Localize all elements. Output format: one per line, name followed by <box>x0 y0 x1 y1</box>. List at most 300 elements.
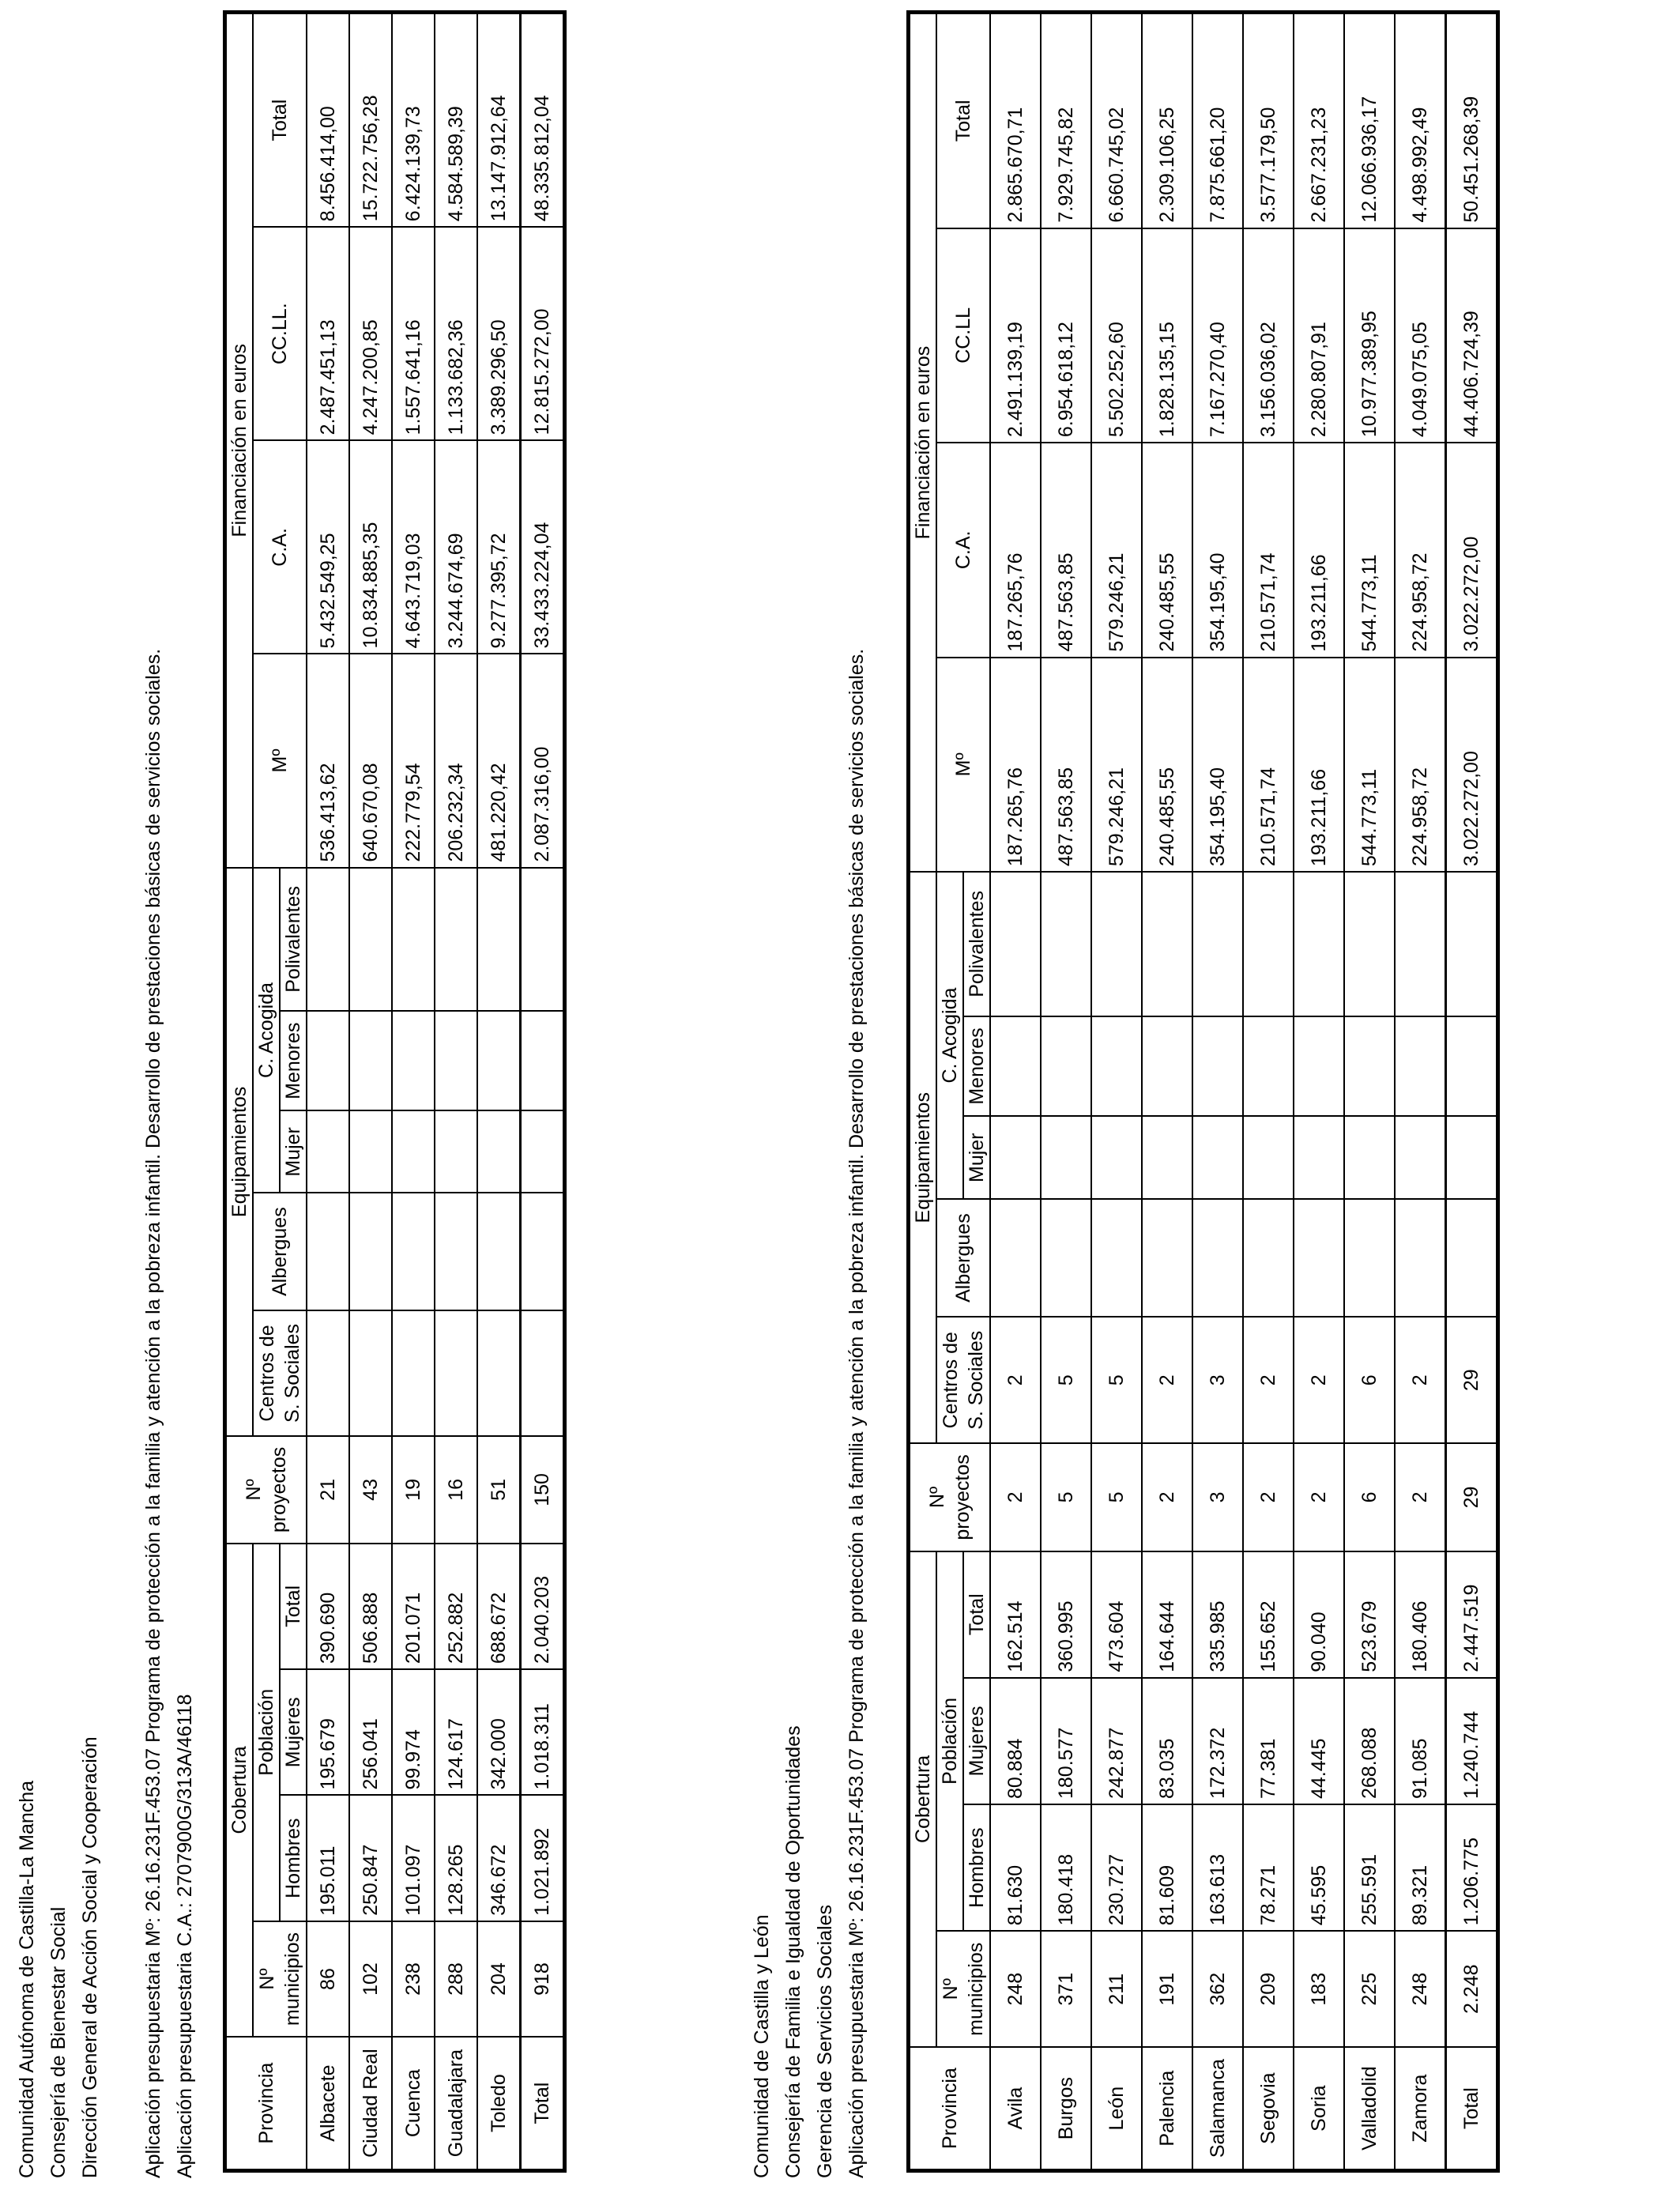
header-row <box>226 13 253 2169</box>
cell-mujer <box>1091 1116 1142 1199</box>
cell-ccll: 2.280.807,91 <box>1294 228 1344 443</box>
header-label-line: Nº <box>256 1968 278 1990</box>
cell-mujeres: 342.000 <box>477 1669 521 1795</box>
cell-menores <box>349 1011 392 1110</box>
cell-total-proyectos: 150 <box>521 1436 564 1543</box>
cell-albergues <box>307 1193 349 1310</box>
cell-proyectos: 2 <box>1395 1443 1446 1551</box>
table-row <box>477 13 521 2169</box>
cell-albergues <box>1041 1199 1091 1317</box>
cell-ca: 187.265,76 <box>990 443 1041 658</box>
cell-centros: 2 <box>990 1317 1041 1443</box>
cell-municipios: 183 <box>1294 1931 1344 2047</box>
cell-centros: 2 <box>1395 1317 1446 1443</box>
cell-menores <box>1294 1016 1344 1117</box>
cell-mujeres: 195.679 <box>307 1669 349 1795</box>
table-row <box>1344 13 1395 2169</box>
cell-polivalentes <box>990 872 1041 1016</box>
cell-albergues <box>1243 1199 1294 1317</box>
col-cobertura-header: Cobertura <box>226 1544 253 2038</box>
cell-fin_total: 2.667.231,23 <box>1294 13 1344 228</box>
header-label-line: proyectos <box>268 1446 290 1533</box>
col-menores-header: Menores <box>280 1011 307 1110</box>
cell-total-mo: 2.087.316,00 <box>521 654 564 867</box>
cell-hombres: 250.847 <box>349 1796 392 1921</box>
cell-total-total: 2.040.203 <box>521 1544 564 1669</box>
cell-ccll: 4.247.200,85 <box>349 227 392 440</box>
col-equipamientos-header: Equipamientos <box>910 872 936 1443</box>
cell-total: 335.985 <box>1192 1551 1243 1678</box>
cell-municipios: 86 <box>307 1921 349 2037</box>
cell-total-mujeres: 1.018.311 <box>521 1669 564 1795</box>
cell-mujeres: 44.445 <box>1294 1678 1344 1804</box>
cell-ca: 354.195,40 <box>1192 443 1243 658</box>
cell-total-mo: 3.022.272,00 <box>1446 658 1497 873</box>
cell-menores <box>307 1011 349 1110</box>
cell-fin_total: 6.424.139,73 <box>392 13 435 227</box>
cell-total-polivalentes <box>521 868 564 1012</box>
cell-ccll: 6.954.618,12 <box>1041 228 1091 443</box>
cell-total: 523.679 <box>1344 1551 1395 1678</box>
cell-provincia: Valladolid <box>1344 2047 1395 2169</box>
cell-menores <box>1041 1016 1091 1117</box>
col-ca-header: C.A. <box>253 440 307 654</box>
cell-total: 164.644 <box>1142 1551 1192 1678</box>
cell-mujer <box>307 1110 349 1193</box>
total-row <box>1446 13 1497 2169</box>
col-hombres-header: Hombres <box>280 1796 307 1921</box>
cell-mujer <box>392 1110 435 1193</box>
cell-ca: 487.563,85 <box>1041 443 1091 658</box>
col-centros-header <box>936 1317 990 1443</box>
cell-mujer <box>1142 1116 1192 1199</box>
cell-ccll: 2.491.139,19 <box>990 228 1041 443</box>
cell-total-mujeres: 1.240.744 <box>1446 1678 1497 1804</box>
cell-municipios: 371 <box>1041 1931 1091 2047</box>
col-acogida-header: C. Acogida <box>253 868 280 1193</box>
cell-mujer <box>1041 1116 1091 1199</box>
cell-mujer <box>1395 1116 1446 1199</box>
cell-proyectos: 19 <box>392 1436 435 1543</box>
cell-municipios: 238 <box>392 1921 435 2037</box>
cell-provincia: Ciudad Real <box>349 2037 392 2169</box>
cell-centros: 2 <box>1243 1317 1294 1443</box>
cell-mo: 240.485,55 <box>1142 658 1192 873</box>
cell-ccll: 1.557.641,16 <box>392 227 435 440</box>
cell-menores <box>1091 1016 1142 1117</box>
section2-table <box>909 13 1497 2170</box>
cell-ccll: 7.167.270,40 <box>1192 228 1243 443</box>
cell-mujeres: 99.974 <box>392 1669 435 1795</box>
header-label-line: Centros de <box>256 1325 278 1422</box>
cell-albergues <box>1395 1199 1446 1317</box>
header-row <box>936 13 963 2169</box>
header-line: Comunidad Autónoma de Castilla-La Mancha <box>16 1780 38 2178</box>
cell-mujer <box>477 1110 521 1193</box>
col-mujer-header: Mujer <box>280 1110 307 1193</box>
cell-provincia: Guadalajara <box>435 2037 477 2169</box>
cell-total-ca: 3.022.272,00 <box>1446 443 1497 658</box>
cell-centros: 2 <box>1142 1317 1192 1443</box>
cell-fin_total: 13.147.912,64 <box>477 13 521 227</box>
cell-menores <box>435 1011 477 1110</box>
cell-proyectos: 51 <box>477 1436 521 1543</box>
col-fin-total-header: Total <box>936 13 990 228</box>
cell-proyectos: 43 <box>349 1436 392 1543</box>
cell-centros <box>477 1310 521 1436</box>
cell-mujer <box>1344 1116 1395 1199</box>
table-row <box>1142 13 1192 2169</box>
total-row <box>521 13 564 2169</box>
cell-mo: 206.232,34 <box>435 654 477 867</box>
header-line: Consejería de Bienestar Social <box>47 1906 70 2178</box>
col-albergues-header: Albergues <box>936 1199 990 1317</box>
cell-mujeres: 91.085 <box>1395 1678 1446 1804</box>
col-centros-header <box>253 1310 307 1436</box>
cell-total-mujer <box>521 1110 564 1193</box>
cell-total-hombres: 1.021.892 <box>521 1796 564 1921</box>
cell-centros: 5 <box>1041 1317 1091 1443</box>
cell-total-ccll: 12.815.272,00 <box>521 227 564 440</box>
header-line: Gerencia de Servicios Sociales <box>814 1905 836 2178</box>
cell-total: 201.071 <box>392 1544 435 1669</box>
cell-albergues <box>349 1193 392 1310</box>
cell-provincia: Avila <box>990 2047 1041 2169</box>
cell-mo: 222.779,54 <box>392 654 435 867</box>
cell-menores <box>1142 1016 1192 1117</box>
cell-municipios: 362 <box>1192 1931 1243 2047</box>
cell-municipios: 288 <box>435 1921 477 2037</box>
header-row <box>253 13 280 2169</box>
cell-polivalentes <box>1243 872 1294 1016</box>
cell-albergues <box>392 1193 435 1310</box>
cell-polivalentes <box>392 868 435 1012</box>
cell-hombres: 163.613 <box>1192 1804 1243 1931</box>
col-proyectos-header <box>226 1436 307 1543</box>
cell-proyectos: 3 <box>1192 1443 1243 1551</box>
table-row <box>1294 13 1344 2169</box>
cell-mujer <box>435 1110 477 1193</box>
col-ca-header: C.A. <box>936 443 990 658</box>
cell-albergues <box>435 1193 477 1310</box>
cell-hombres: 346.672 <box>477 1796 521 1921</box>
col-mo-header: Mº <box>253 654 307 867</box>
cell-ca: 544.773,11 <box>1344 443 1395 658</box>
cell-municipios: 204 <box>477 1921 521 2037</box>
cell-albergues <box>1192 1199 1243 1317</box>
cell-hombres: 81.609 <box>1142 1804 1192 1931</box>
cell-menores <box>1344 1016 1395 1117</box>
cell-albergues <box>477 1193 521 1310</box>
cell-ca: 224.958,72 <box>1395 443 1446 658</box>
col-total-header: Total <box>280 1544 307 1669</box>
cell-hombres: 230.727 <box>1091 1804 1142 1931</box>
col-financiacion-header: Financiación en euros <box>226 13 253 868</box>
cell-ccll: 10.977.389,95 <box>1344 228 1395 443</box>
header-label-line: S. Sociales <box>281 1323 303 1423</box>
header-row <box>910 13 936 2169</box>
cell-mo: 640.670,08 <box>349 654 392 867</box>
header-label-line: Nº <box>940 1978 962 2000</box>
cell-ca: 240.485,55 <box>1142 443 1192 658</box>
cell-proyectos: 5 <box>1041 1443 1091 1551</box>
cell-mujer <box>1294 1116 1344 1199</box>
cell-ca: 9.277.395,72 <box>477 440 521 654</box>
cell-total: 252.882 <box>435 1544 477 1669</box>
cell-total-polivalentes <box>1446 872 1497 1016</box>
header-line: Aplicación presupuestaria Mº: 26.16.231F.453.07 Programa de protección a la familia y atención a la pobreza infantil. Desarrollo de prestaciones básicas de servicios sociales. <box>846 648 868 2178</box>
cell-polivalentes <box>1041 872 1091 1016</box>
cell-proyectos: 2 <box>1142 1443 1192 1551</box>
cell-mo: 579.246,21 <box>1091 658 1142 873</box>
cell-fin_total: 12.066.936,17 <box>1344 13 1395 228</box>
table-row <box>990 13 1041 2169</box>
cell-fin_total: 7.929.745,82 <box>1041 13 1091 228</box>
header-line: Aplicación presupuestaria Mº: 26.16.231F.453.07 Programa de protección a la familia y atención a la pobreza infantil. Desarrollo de prestaciones básicas de servicios sociales. <box>142 648 164 2178</box>
cell-total: 90.040 <box>1294 1551 1344 1678</box>
cell-ca: 4.643.719,03 <box>392 440 435 654</box>
cell-municipios: 191 <box>1142 1931 1192 2047</box>
cell-polivalentes <box>477 868 521 1012</box>
cell-centros <box>392 1310 435 1436</box>
cell-menores <box>392 1011 435 1110</box>
header-line: Consejería de Familia e Igualdad de Oportunidades <box>782 1725 804 2178</box>
cell-mo: 481.220,42 <box>477 654 521 867</box>
header-line <box>106 649 137 2178</box>
cell-proyectos: 16 <box>435 1436 477 1543</box>
section1-table <box>225 13 564 2170</box>
cell-mo: 544.773,11 <box>1344 658 1395 873</box>
cell-fin_total: 7.875.661,20 <box>1192 13 1243 228</box>
cell-provincia: Cuenca <box>392 2037 435 2169</box>
cell-total: 360.995 <box>1041 1551 1091 1678</box>
col-mujer-header: Mujer <box>963 1116 990 1199</box>
cell-total: 688.672 <box>477 1544 521 1669</box>
table-row <box>1192 13 1243 2169</box>
header-line: Aplicación presupuestaria C.A.: 2707900G/313A/46118 <box>174 1694 196 2178</box>
col-fin-total-header: Total <box>253 13 307 227</box>
cell-polivalentes <box>1344 872 1395 1016</box>
cell-municipios: 211 <box>1091 1931 1142 2047</box>
cell-mujer <box>1243 1116 1294 1199</box>
cell-hombres: 180.418 <box>1041 1804 1091 1931</box>
cell-centros: 5 <box>1091 1317 1142 1443</box>
cell-ccll: 1.828.135,15 <box>1142 228 1192 443</box>
cell-albergues <box>1091 1199 1142 1317</box>
cell-menores <box>477 1011 521 1110</box>
table-row <box>349 13 392 2169</box>
cell-proyectos: 6 <box>1344 1443 1395 1551</box>
cell-total-menores <box>521 1011 564 1110</box>
table-row <box>1041 13 1091 2169</box>
cell-mujeres: 242.877 <box>1091 1678 1142 1804</box>
cell-mo: 210.571,74 <box>1243 658 1294 873</box>
cell-fin_total: 3.577.179,50 <box>1243 13 1294 228</box>
cell-hombres: 101.097 <box>392 1796 435 1921</box>
cell-total: 506.888 <box>349 1544 392 1669</box>
section2-header <box>746 649 872 2178</box>
table-row <box>307 13 349 2169</box>
cell-centros: 3 <box>1192 1317 1243 1443</box>
cell-provincia: Zamora <box>1395 2047 1446 2169</box>
cell-municipios: 225 <box>1344 1931 1395 2047</box>
col-ccll-header: CC.LL <box>936 228 990 443</box>
cell-mo: 487.563,85 <box>1041 658 1091 873</box>
col-hombres-header: Hombres <box>963 1804 990 1931</box>
cell-provincia: Segovia <box>1243 2047 1294 2169</box>
cell-mujeres: 80.884 <box>990 1678 1041 1804</box>
cell-albergues <box>990 1199 1041 1317</box>
col-municipios-header <box>936 1931 990 2047</box>
cell-proyectos: 2 <box>990 1443 1041 1551</box>
cell-centros: 6 <box>1344 1317 1395 1443</box>
cell-total: 155.652 <box>1243 1551 1294 1678</box>
cell-mo: 224.958,72 <box>1395 658 1446 873</box>
cell-albergues <box>1344 1199 1395 1317</box>
cell-municipios: 248 <box>990 1931 1041 2047</box>
cell-hombres: 255.591 <box>1344 1804 1395 1931</box>
cell-total: 473.604 <box>1091 1551 1142 1678</box>
cell-total: 390.690 <box>307 1544 349 1669</box>
cell-proyectos: 21 <box>307 1436 349 1543</box>
cell-ccll: 1.133.682,36 <box>435 227 477 440</box>
col-polivalentes-header: Polivalentes <box>280 868 307 1012</box>
table-row <box>1395 13 1446 2169</box>
cell-ca: 10.834.885,35 <box>349 440 392 654</box>
cell-mujeres: 268.088 <box>1344 1678 1395 1804</box>
cell-provincia: Palencia <box>1142 2047 1192 2169</box>
cell-mujeres: 256.041 <box>349 1669 392 1795</box>
cell-mujeres: 124.617 <box>435 1669 477 1795</box>
cell-hombres: 78.271 <box>1243 1804 1294 1931</box>
header-line: Dirección General de Acción Social y Cooperación <box>79 1736 101 2178</box>
col-ccll-header: CC.LL. <box>253 227 307 440</box>
col-mujeres-header: Mujeres <box>963 1678 990 1804</box>
cell-provincia: Toledo <box>477 2037 521 2169</box>
table-row <box>1243 13 1294 2169</box>
cell-total: 162.514 <box>990 1551 1041 1678</box>
cell-fin_total: 8.456.414,00 <box>307 13 349 227</box>
cell-total-centros <box>521 1310 564 1436</box>
cell-polivalentes <box>1395 872 1446 1016</box>
header-label-line: municipios <box>281 1932 303 2026</box>
cell-provincia: Albacete <box>307 2037 349 2169</box>
col-proyectos-header <box>910 1443 990 1551</box>
cell-provincia: Salamanca <box>1192 2047 1243 2169</box>
cell-hombres: 81.630 <box>990 1804 1041 1931</box>
cell-total-ccll: 44.406.724,39 <box>1446 228 1497 443</box>
cell-mujeres: 83.035 <box>1142 1678 1192 1804</box>
cell-total-municipios: 2.248 <box>1446 1931 1497 2047</box>
cell-fin_total: 4.584.589,39 <box>435 13 477 227</box>
col-financiacion-header: Financiación en euros <box>910 13 936 872</box>
header-label-line: Nº <box>243 1479 265 1501</box>
col-equipamientos-header: Equipamientos <box>226 868 253 1437</box>
col-mujeres-header: Mujeres <box>280 1669 307 1795</box>
col-poblacion-header: Población <box>253 1544 280 1921</box>
col-poblacion-header: Población <box>936 1551 963 1932</box>
cell-ccll: 3.389.296,50 <box>477 227 521 440</box>
header-line: Comunidad de Castilla y León <box>751 1914 773 2178</box>
cell-ccll: 5.502.252,60 <box>1091 228 1142 443</box>
cell-total-menores <box>1446 1016 1497 1117</box>
table-row <box>1091 13 1142 2169</box>
cell-total-centros: 29 <box>1446 1317 1497 1443</box>
cell-polivalentes <box>1294 872 1344 1016</box>
cell-provincia: Total <box>521 2037 564 2169</box>
cell-proyectos: 2 <box>1294 1443 1344 1551</box>
cell-polivalentes <box>435 868 477 1012</box>
cell-hombres: 128.265 <box>435 1796 477 1921</box>
cell-centros <box>307 1310 349 1436</box>
cell-mo: 536.413,62 <box>307 654 349 867</box>
cell-municipios: 248 <box>1395 1931 1446 2047</box>
cell-centros: 2 <box>1294 1317 1344 1443</box>
cell-mujeres: 77.381 <box>1243 1678 1294 1804</box>
col-provincia-header: Provincia <box>910 2047 990 2169</box>
cell-total-albergues <box>1446 1199 1497 1317</box>
cell-ccll: 3.156.036,02 <box>1243 228 1294 443</box>
cell-centros <box>349 1310 392 1436</box>
col-polivalentes-header: Polivalentes <box>963 872 990 1016</box>
header-label-line: Nº <box>926 1486 948 1509</box>
cell-total-ca: 33.433.224,04 <box>521 440 564 654</box>
col-cobertura-header: Cobertura <box>910 1551 936 2048</box>
cell-ccll: 4.049.075,05 <box>1395 228 1446 443</box>
cell-mujer <box>990 1116 1041 1199</box>
cell-polivalentes <box>349 868 392 1012</box>
cell-menores <box>1192 1016 1243 1117</box>
cell-mujeres: 180.577 <box>1041 1678 1091 1804</box>
col-total-header: Total <box>963 1551 990 1678</box>
cell-hombres: 89.321 <box>1395 1804 1446 1931</box>
cell-mo: 354.195,40 <box>1192 658 1243 873</box>
cell-total-albergues <box>521 1193 564 1310</box>
table-row <box>392 13 435 2169</box>
cell-total-total: 2.447.519 <box>1446 1551 1497 1678</box>
cell-total: 180.406 <box>1395 1551 1446 1678</box>
cell-provincia: Soria <box>1294 2047 1344 2169</box>
cell-mujeres: 172.372 <box>1192 1678 1243 1804</box>
header-label-line: proyectos <box>951 1454 974 1540</box>
cell-polivalentes <box>307 868 349 1012</box>
cell-mo: 187.265,76 <box>990 658 1041 873</box>
header-label-line: Centros de <box>940 1332 962 1429</box>
cell-provincia: Total <box>1446 2047 1497 2169</box>
cell-total-hombres: 1.206.775 <box>1446 1804 1497 1931</box>
cell-ca: 579.246,21 <box>1091 443 1142 658</box>
cell-menores <box>1395 1016 1446 1117</box>
cell-ca: 210.571,74 <box>1243 443 1294 658</box>
cell-mujer <box>1192 1116 1243 1199</box>
cell-fin_total: 15.722.756,28 <box>349 13 392 227</box>
cell-provincia: Burgos <box>1041 2047 1091 2169</box>
cell-albergues <box>1294 1199 1344 1317</box>
cell-mo: 193.211,66 <box>1294 658 1344 873</box>
header-label-line: S. Sociales <box>965 1330 987 1430</box>
col-mo-header: Mº <box>936 658 990 873</box>
cell-ccll: 2.487.451,13 <box>307 227 349 440</box>
cell-total-mujer <box>1446 1116 1497 1199</box>
cell-total-fin_total: 48.335.812,04 <box>521 13 564 227</box>
cell-municipios: 209 <box>1243 1931 1294 2047</box>
cell-total-municipios: 918 <box>521 1921 564 2037</box>
cell-proyectos: 5 <box>1091 1443 1142 1551</box>
cell-fin_total: 6.660.745,02 <box>1091 13 1142 228</box>
cell-total-proyectos: 29 <box>1446 1443 1497 1551</box>
section1-header <box>11 649 201 2178</box>
col-acogida-header: C. Acogida <box>936 872 963 1199</box>
